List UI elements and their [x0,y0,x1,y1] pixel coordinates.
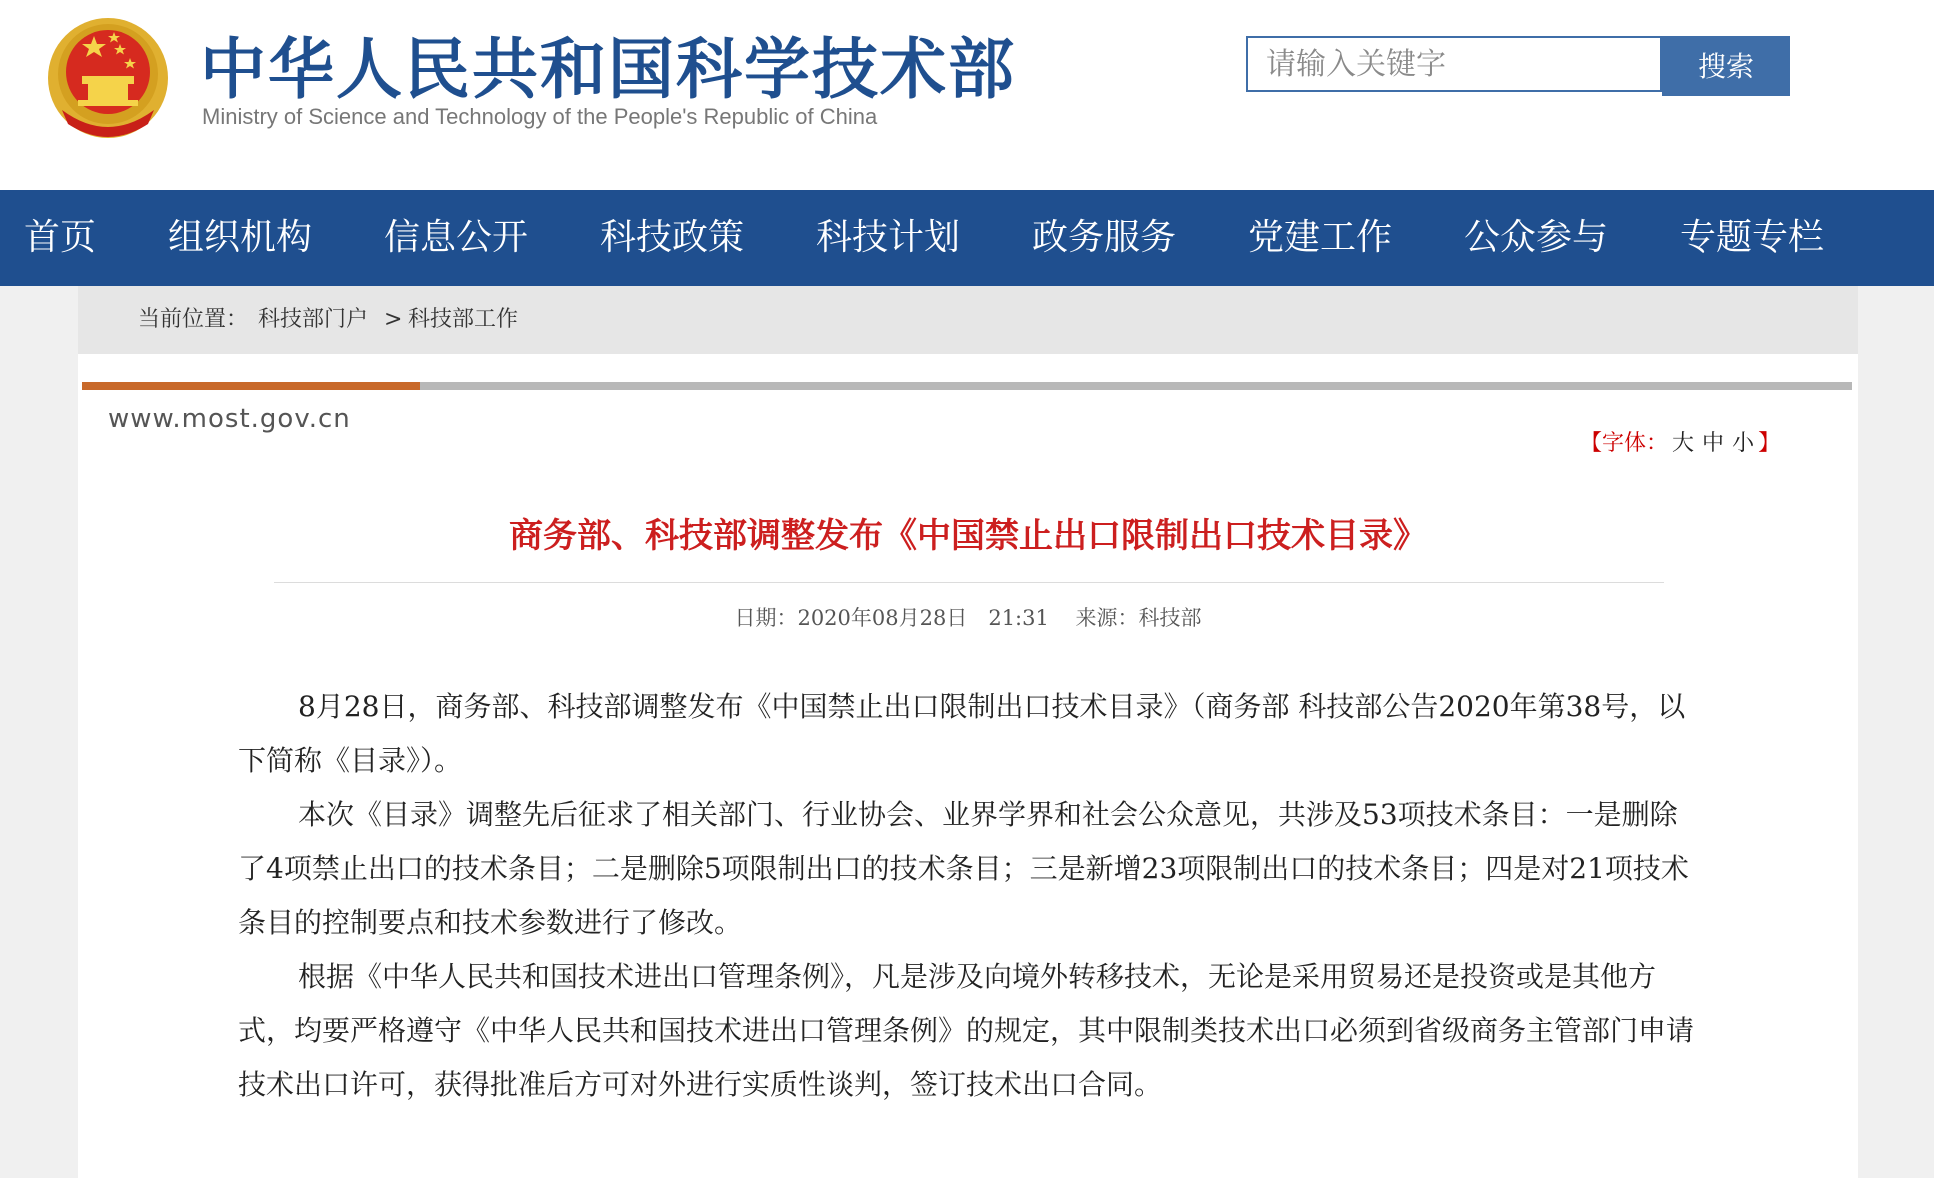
nav-item-topics[interactable]: 专题专栏 [1680,217,1825,258]
site-url: www.most.gov.cn [108,404,351,434]
font-size-medium[interactable]: 中 [1702,431,1725,456]
nav-item-plans[interactable]: 科技计划 [816,217,961,258]
article-date: 日期：2020年08月28日 21:31 [734,606,1049,630]
title-divider [274,582,1664,583]
search-input[interactable] [1248,38,1660,90]
font-size-label: 字体： [1602,431,1669,456]
national-emblem-icon[interactable] [44,14,172,144]
nav-item-party[interactable]: 党建工作 [1248,217,1393,258]
content-area [78,286,1858,1178]
font-size-open-bracket: 【 [1580,431,1603,456]
breadcrumb-current-link[interactable]: 科技部工作 [408,307,519,332]
font-size-large[interactable]: 大 [1672,431,1695,456]
site-subtitle: Ministry of Science and Technology of the People's Republic of China [202,104,878,129]
nav-item-policy[interactable]: 科技政策 [600,217,745,258]
breadcrumb [78,286,1858,354]
article-paragraph: 8月28日，商务部、科技部调整发布《中国禁止出口限制出口技术目录》（商务部 科技部公告2020年第38号，以下简称《目录》）。 [238,690,1686,777]
breadcrumb-label: 当前位置： [138,307,249,332]
divider-bar [420,382,1852,390]
nav-item-public[interactable]: 公众参与 [1464,217,1609,258]
site-header [0,0,1934,190]
article-paragraph: 本次《目录》调整先后征求了相关部门、行业协会、业界学界和社会公众意见，共涉及53项技术条目：一是删除了4项禁止出口的技术条目；二是删除5项限制出口的技术条目；三是新增23项限制出口的技术条目；四是对21项技术条目的控制要点和技术参数进行了修改。 [238,798,1689,939]
font-size-close-bracket: 】 [1758,431,1781,456]
breadcrumb-home-link[interactable]: 科技部门户 [258,307,369,332]
nav-item-organization[interactable]: 组织机构 [168,217,313,258]
article-paragraph: 根据《中华人民共和国技术进出口管理条例》，凡是涉及向境外转移技术，无论是采用贸易还是投资或是其他方式，均要严格遵守《中华人民共和国技术进出口管理条例》的规定，其中限制类技术出口必须到省级商务主管部门申请技术出口许可，获得批准后方可对外进行实质性谈判，签订技术出口合同。 [238,960,1695,1101]
nav-item-home[interactable]: 首页 [24,217,97,258]
nav-item-information[interactable]: 信息公开 [384,217,529,258]
font-size-control [1580,426,1780,457]
article-body [238,680,1698,1112]
divider-accent [82,382,420,390]
article-source: 来源：科技部 [1075,606,1202,630]
article-meta [78,602,1858,632]
article-title: 商务部、科技部调整发布《中国禁止出口限制出口技术目录》 [509,516,1427,556]
search-button[interactable]: 搜索 [1662,36,1790,96]
nav-item-services[interactable]: 政务服务 [1032,217,1177,258]
site-title[interactable]: 中华人民共和国科学技术部 [200,31,1016,108]
main-nav [0,190,1934,286]
search-box [1246,36,1662,92]
font-size-small[interactable]: 小 [1732,431,1755,456]
breadcrumb-separator: > [384,307,403,332]
